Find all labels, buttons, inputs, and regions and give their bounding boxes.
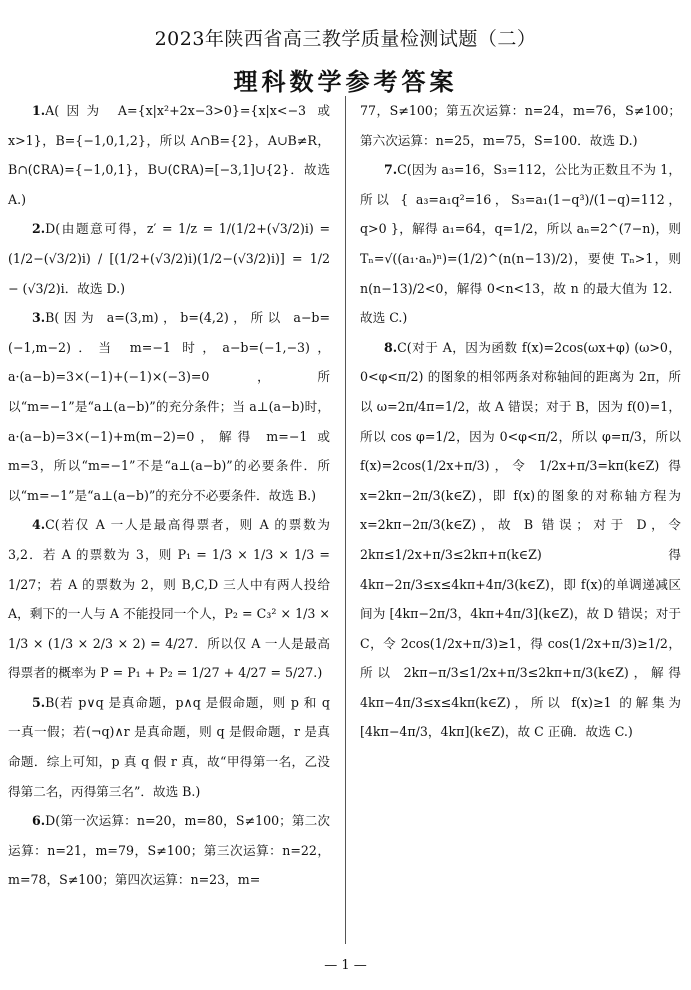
right-column bbox=[360, 96, 681, 747]
answer-text: C(对于 A，因为函数 f(x)=2cos(ωx+φ) (ω>0，0<φ<π/2) 的图象的相邻两条对称轴间的距离为 2π，所以 ω=2π/4π=1/2，故 A 错误；对于 B，因为 f(0)=1，所以 cos φ=1/2，因为 0<φ<π/2，所以 φ=π/3，所以 f(x)=2cos(1/2x+π/3)，令 1/2x+π/3=kπ(k∈Z) 得 x=2kπ−2π/3(k∈Z)，即 f(x)的图象的对称轴方程为 x=2kπ−2π/3(k∈Z)，故 B 错误；对于 D，令 2kπ≤1/2x+π/3≤2kπ+π(k∈Z) 得 4kπ−2π/3≤x≤4kπ+4π/3(k∈Z)，即 f(x)的单调递减区间为 [4kπ−2π/3，4kπ+4π/3](k∈Z)，故 D 错误；对于 C，令 2cos(1/2x+π/3)≥1，得 cos(1/2x+π/3)≥1/2，所以 2kπ−π/3≤1/2x+π/3≤2kπ+π/3(k∈Z)，解得 4kπ−4π/3≤x≤4kπ(k∈Z)，所以 f(x)≥1 的解集为 [4kπ−4π/3，4kπ](k∈Z)，故 C 正确．故选 C.) bbox=[360, 339, 681, 740]
column-divider bbox=[345, 96, 346, 944]
answer-number: 3. bbox=[32, 310, 46, 326]
page-title: 2023年陕西省高三教学质量检测试题（二） bbox=[154, 28, 537, 50]
answer-6-continued bbox=[360, 96, 681, 155]
answer-number: 5. bbox=[32, 694, 46, 710]
answer-text: B(若 p∨q 是真命题，p∧q 是假命题，则 p 和 q 一真一假；若(¬q)∧r 是真命题，则 q 是假命题，r 是真命题．综上可知，p 真 q 假 r 真，故“甲得第一名，乙没得第二名，丙得第三名”．故选 B.) bbox=[8, 694, 330, 799]
answer-text: A(因为 A={x|x²+2x−3>0}={x|x<−3 或 x>1}，B={−1,0,1,2}，所以 A∩B={2}，A∪B≠R，B∩(∁RA)={−1,0,1}，B∪(∁RA)=[−3,1]∪{2}．故选 A.) bbox=[8, 103, 330, 207]
answer-8 bbox=[360, 333, 681, 747]
answer-text: 77，S≠100；第五次运算：n=24，m=76，S≠100；第六次运算：n=25，m=75，S=100．故选 D.) bbox=[360, 103, 681, 148]
answer-6 bbox=[8, 806, 330, 895]
answer-2 bbox=[8, 214, 330, 303]
answer-text: D(由题意可得，z′ = 1/z = 1/(1/2+(√3/2)i) = (1/2−(√3/2)i) / [(1/2+(√3/2)i)(1/2−(√3/2)i)] = 1/2 − (√3/2)i．故选 D.) bbox=[8, 221, 330, 296]
answer-number: 7. bbox=[384, 162, 398, 178]
answer-text: C(若仅 A 一人是最高得票者，则 A 的票数为 3,2．若 A 的票数为 3，则 P₁ = 1/3 × 1/3 × 1/3 = 1/27；若 A 的票数为 2，则 B,C,D 三人中有两人投给 A，剩下的一人与 A 不能投同一个人，P₂ = C₃² × 1/3 × 1/3 × (1/3 × 2/3 × 2) = 4/27．所以仅 A 一人是最高得票者的概率为 P = P₁ + P₂ = 1/27 + 4/27 = 5/27.) bbox=[8, 517, 330, 681]
answer-7 bbox=[360, 155, 681, 333]
answer-number: 1. bbox=[32, 103, 46, 118]
answer-number: 6. bbox=[32, 813, 46, 829]
answer-4 bbox=[8, 510, 330, 688]
left-column bbox=[8, 96, 330, 895]
answer-text: B(因为 a=(3,m)，b=(4,2)，所以 a−b=(−1,m−2)．当 m=−1 时，a−b=(−1,−3)，a·(a−b)=3×(−1)+(−1)×(−3)=0，所以“m=−1”是“a⊥(a−b)”的充分条件；当 a⊥(a−b)时，a·(a−b)=3×(−1)+m(m−2)=0，解得 m=−1 或 m=3，所以“m=−1”不是“a⊥(a−b)”的必要条件．所以“m=−1”是“a⊥(a−b)”的充分不必要条件．故选 B.) bbox=[8, 310, 330, 503]
page-subtitle: 理科数学参考答案 bbox=[233, 67, 458, 96]
answer-3 bbox=[8, 303, 330, 510]
answer-5 bbox=[8, 688, 330, 806]
answer-number: 2. bbox=[32, 221, 46, 237]
answer-1 bbox=[8, 96, 330, 214]
answer-number: 8. bbox=[384, 339, 398, 355]
answer-text: C(因为 a₃=16，S₃=112，公比为正数且不为 1，所以 { a₃=a₁q²=16，S₃=a₁(1−q³)/(1−q)=112，q>0 }，解得 a₁=64，q=1/2，所以 aₙ=2^(7−n)，则 Tₙ=√((a₁·aₙ)ⁿ)=(1/2)^(n(n−13)/2)，要使 Tₙ>1，则 n(n−13)/2<0，解得 0<n<13，故 n 的最大值为 12．故选 C.) bbox=[360, 162, 681, 326]
answer-number: 4. bbox=[32, 517, 46, 533]
answer-text: D(第一次运算：n=20，m=80，S≠100；第二次运算：n=21，m=79，S≠100；第三次运算：n=22，m=78，S≠100；第四次运算：n=23，m= bbox=[8, 813, 330, 888]
page-number: — 1 — bbox=[324, 958, 367, 973]
